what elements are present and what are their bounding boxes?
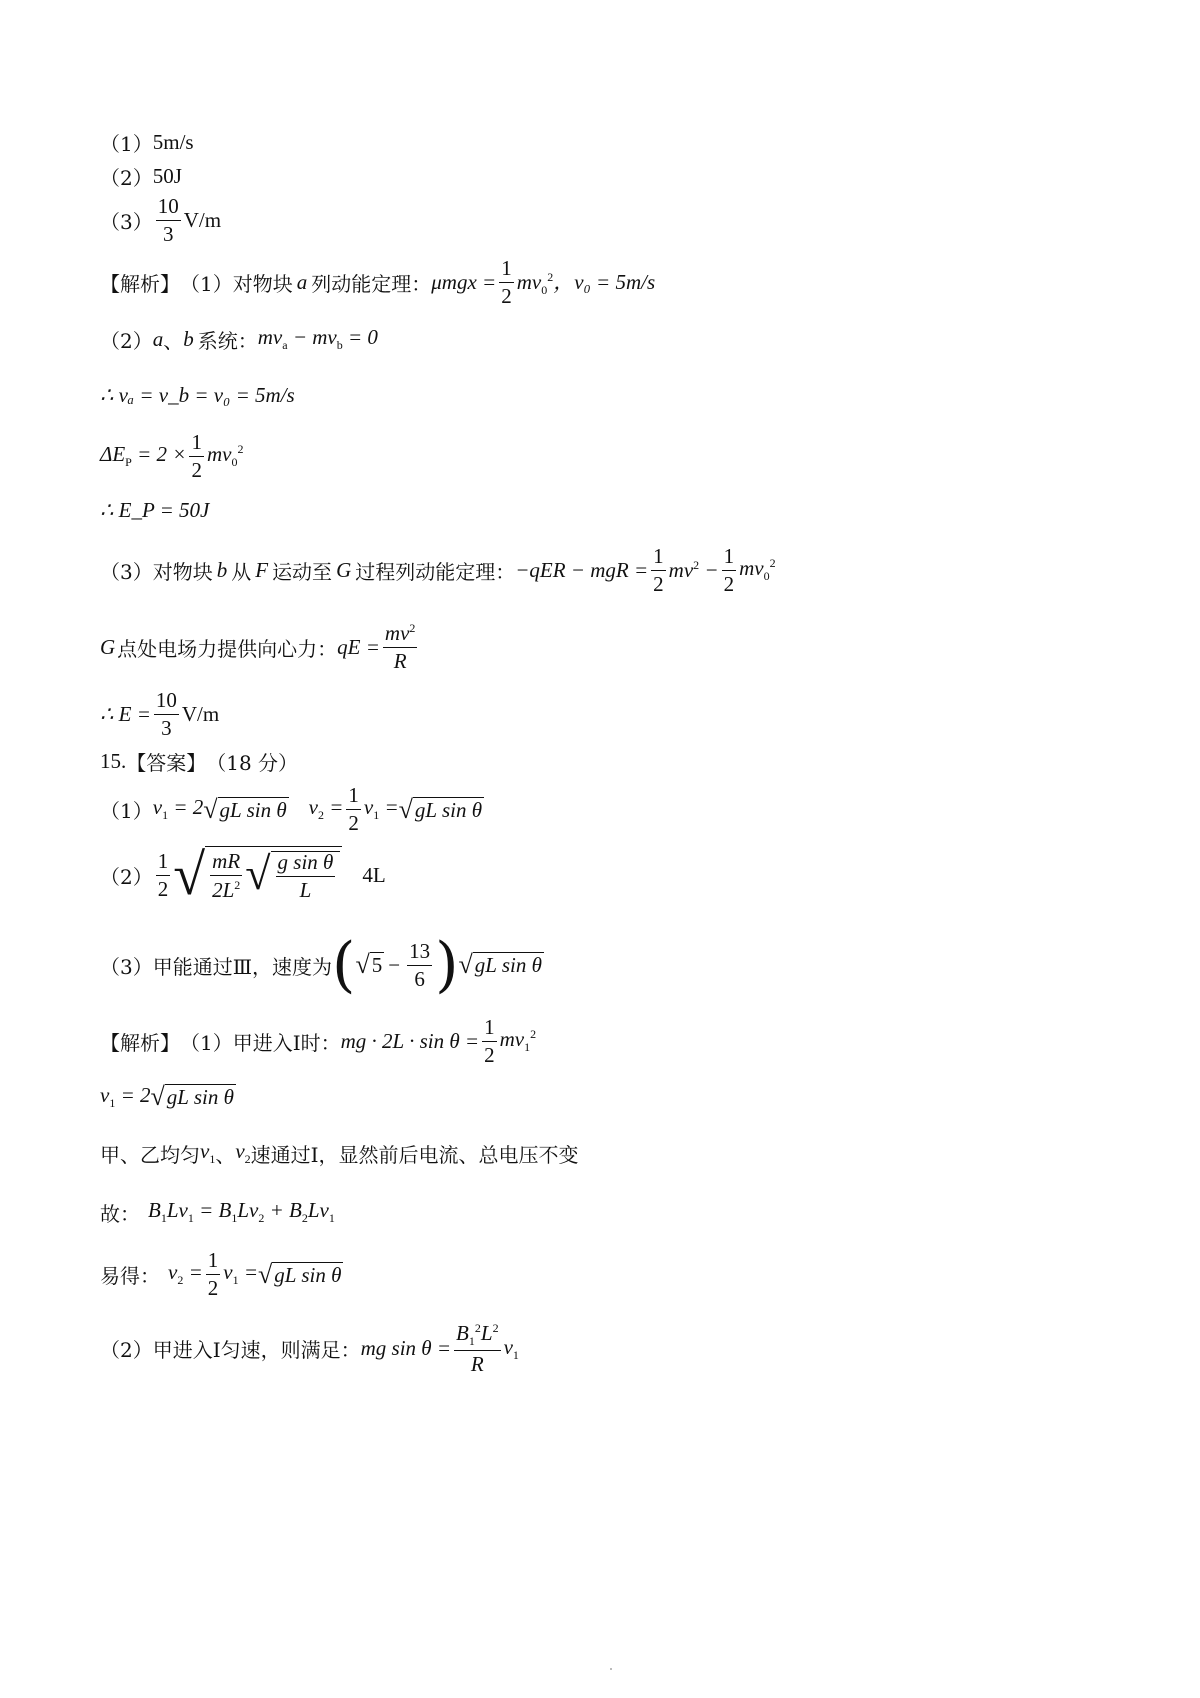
sqrt: √ gL sin θ [258,1259,342,1289]
score: （18 分） [206,751,299,775]
q15-answer-3: （3） 甲能通过Ⅲ，速度为 ( √ 5 − $\frac{13}{6}$ ) √ gL sin θ [100,930,542,1000]
text: 速通过Ⅰ，显然前后电流、总电压不变 [250,1143,579,1167]
text: 从 [231,560,252,584]
formula: $mv_0^2$， [516,270,575,298]
formula: ∴ E_P = 50J [100,498,210,522]
var: G [100,634,116,659]
sqrt: √ 5 [355,950,383,979]
formula: $B_1Lv_1 = B_1Lv_2 + B_2Lv_1$ [148,1198,335,1226]
var: G [336,558,352,582]
text: 列动能定理： [311,272,432,296]
formula: $v_1$ [503,1334,519,1362]
q15-answer-2 [100,842,386,907]
formula: $v_2$ = [308,795,344,823]
formula: $mv^2$ − [668,558,719,582]
paren: ) [435,930,459,1000]
text: 过程列动能定理： [355,560,516,584]
q15-analysis-1 [100,1017,536,1066]
fraction: $\frac{B_1^2L^2}{R}$ [456,1321,499,1377]
text: 故： [100,1202,140,1226]
var: F [255,558,269,582]
text: 甲、乙均匀 [100,1143,200,1167]
formula: $v_1 = 2$ [152,795,204,823]
analysis-line-5 [100,498,209,523]
text: 系统： [197,329,258,353]
answer-value: 50J [152,164,182,188]
analysis-line-4 [100,432,243,481]
fraction: $\frac{1}{2}$ [723,544,735,596]
formula: $v_1 = 2$ [100,1083,151,1111]
formula: $v_2$ = [168,1260,203,1288]
q15-analysis-6 [100,1322,519,1375]
sqrt: √ gL sin θ [458,950,542,979]
formula: $v_1$ = [363,795,399,823]
analysis-line-3 [100,383,295,408]
answer-tag: 【答案】 [126,751,207,775]
analysis-line-8 [100,690,219,739]
text: 运动至 [272,560,333,584]
var: b [183,327,194,351]
fraction: $\frac{1}{2}$ [191,430,202,482]
q15-heading [100,747,298,776]
answer-label: （3） [100,954,153,979]
formula: $mv_1^2$ [499,1027,537,1055]
text: 、 [215,1143,236,1167]
fraction: $\frac{1}{2}$ [484,1015,495,1067]
analysis-line-1 [100,258,655,307]
formula: μmgx = [431,270,497,294]
answer-unit: V/m [183,208,222,232]
text: 点处电场力提供向心力： [117,636,338,661]
formula: mg sin θ = [360,1336,452,1361]
scan-speck [610,1668,612,1670]
result: v₀ = 5m/s [574,270,656,294]
sqrt: √ gL sin θ [150,1082,234,1112]
analysis-tag: 【解析】 [100,272,180,296]
fraction: $\frac{1}{2}$ [653,544,664,596]
answer-label: （1） [100,132,153,156]
var: a [152,327,164,351]
answer-label: （2） [100,166,153,190]
fraction: $\frac{1}{2}$ [157,848,169,901]
q15-analysis-5 [100,1250,343,1299]
fraction: $\frac{10}{3}$ [157,194,179,246]
unit: V/m [181,702,220,726]
analysis-line-2: （2） a 、 b 系统： $mv_a - mv_b = 0$ [100,325,378,353]
fraction: $\frac{1}{2}$ [501,256,512,308]
text: （1）对物块 [180,272,293,296]
text: （2）甲进入Ⅰ匀速，则满足： [100,1338,361,1363]
answer-label: （3） [100,210,153,234]
sqrt: √ $\frac{mR}{2L^2}$ √ $\frac{\text{g sin θ}}{L}$ [173,846,342,904]
var: a [296,270,308,294]
analysis-tag: 【解析】 [100,1031,180,1055]
var: b [216,558,228,582]
formula: $mv_a - mv_b = 0$ [257,325,378,353]
answer-1 [100,128,194,157]
fraction: $\frac{mv^2}{R}$ [384,621,416,673]
paren: ( [332,930,356,1000]
formula: ∴ vₐ = v_b = v₀ = 5m/s [100,383,295,407]
formula: mg · 2L · sin θ = [340,1029,480,1053]
answer-label: （2） [100,864,153,889]
answer-3 [100,196,221,245]
answer-value: 5m/s [152,130,194,154]
q15-analysis-2 [100,1083,236,1111]
text: （3）对物块 [100,560,213,584]
fraction: $\frac{10}{3}$ [155,688,177,740]
sqrt: √ gL sin θ [398,794,483,824]
answer-label: （1） [100,799,153,823]
text: （1）甲进入Ⅰ时： [180,1031,341,1055]
fraction: $\frac{1}{2}$ [207,1248,219,1300]
answer-2 [100,162,182,191]
var: $v_1$ [200,1139,216,1167]
sqrt: √ gL sin θ [203,794,287,824]
answer-value: 4L [362,862,386,887]
q15-answer-1 [100,785,484,834]
formula: qE = [337,634,380,659]
text: 易得： [100,1264,160,1288]
formula: $v_1$ = [223,1260,258,1288]
analysis-line-6 [100,546,776,595]
q15-analysis-3 [100,1139,579,1168]
formula: $mv_0^2$ [206,442,244,470]
fraction: $\frac{1}{2}$ [348,783,359,835]
fraction: $\frac{13}{6}$ [409,938,431,991]
formula: ∴ E = [100,702,151,726]
q15-analysis-4 [100,1198,335,1227]
text: 甲能通过Ⅲ，速度为 [152,954,333,979]
formula: −qER − mgR = [515,558,649,582]
var: $v_2$ [235,1139,251,1167]
formula: $\Delta E_P = 2$ × [100,442,187,470]
formula: $mv_0^2$ [739,556,776,584]
question-number: 15. [100,749,127,773]
analysis-line-7 [100,622,420,672]
text: （2） [100,329,153,353]
